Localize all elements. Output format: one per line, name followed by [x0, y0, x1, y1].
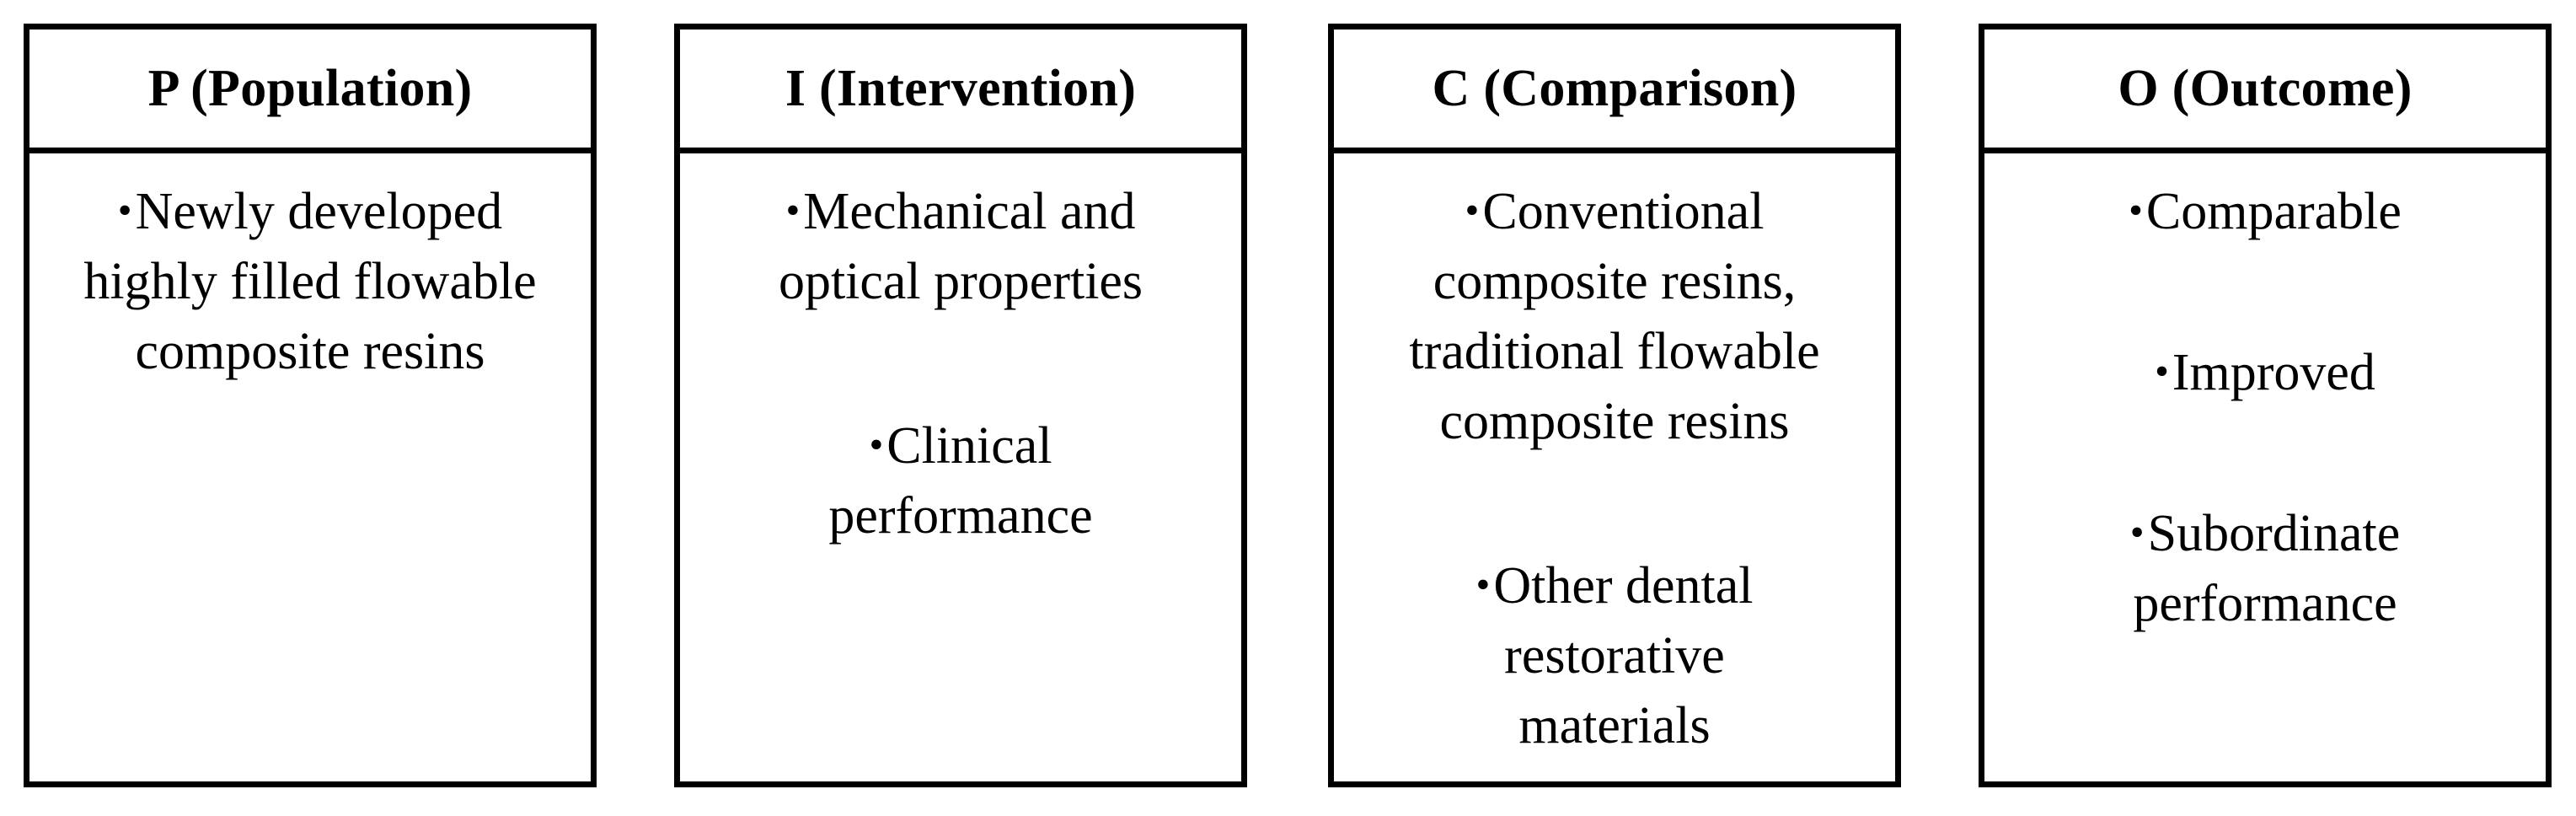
bullet-icon: •: [2155, 349, 2169, 394]
population-body: [29, 153, 591, 387]
comparison-box: [1328, 24, 1901, 787]
outcome-body: [1984, 153, 2546, 639]
bullet-icon: •: [1465, 188, 1480, 233]
comparison-header: C (Comparison): [1334, 30, 1895, 153]
bullet-icon: •: [785, 188, 801, 233]
population-box: [24, 24, 597, 787]
population-item: [49, 175, 571, 387]
comparison-body: [1334, 153, 1895, 761]
outcome-item-text: Improved: [2172, 344, 2375, 401]
intervention-header: I (Intervention): [680, 30, 1241, 153]
bullet-icon: •: [2129, 188, 2143, 233]
outcome-box: [1979, 24, 2552, 787]
bullet-icon: •: [2129, 510, 2145, 555]
bullet-icon: •: [117, 188, 132, 233]
bullet-icon: •: [1475, 562, 1491, 607]
intervention-item: [716, 175, 1205, 317]
intervention-item: [767, 410, 1154, 551]
comparison-item-text: Other dental restorative materials: [1493, 557, 1754, 754]
intervention-item-text: Mechanical and optical properties: [778, 183, 1143, 310]
outcome-item-text: Comparable: [2145, 183, 2402, 240]
population-header: P (Population): [29, 30, 591, 153]
outcome-item: [2063, 497, 2467, 639]
bullet-icon: •: [869, 422, 884, 467]
intervention-body: [680, 153, 1241, 551]
intervention-item-text: Clinical performance: [828, 417, 1093, 545]
outcome-header: O (Outcome): [1984, 30, 2546, 153]
comparison-item: [1345, 175, 1884, 457]
intervention-box: [674, 24, 1247, 787]
outcome-item: [2029, 175, 2501, 247]
population-item-text: Newly developed highly filled flowable composite resins: [83, 183, 537, 380]
outcome-item: [2029, 336, 2501, 408]
comparison-item: [1412, 550, 1817, 761]
outcome-item-text: Subordinate performance: [2133, 505, 2401, 632]
comparison-item-text: Conventional composite resins, traditional flowable composite resins: [1409, 183, 1820, 450]
